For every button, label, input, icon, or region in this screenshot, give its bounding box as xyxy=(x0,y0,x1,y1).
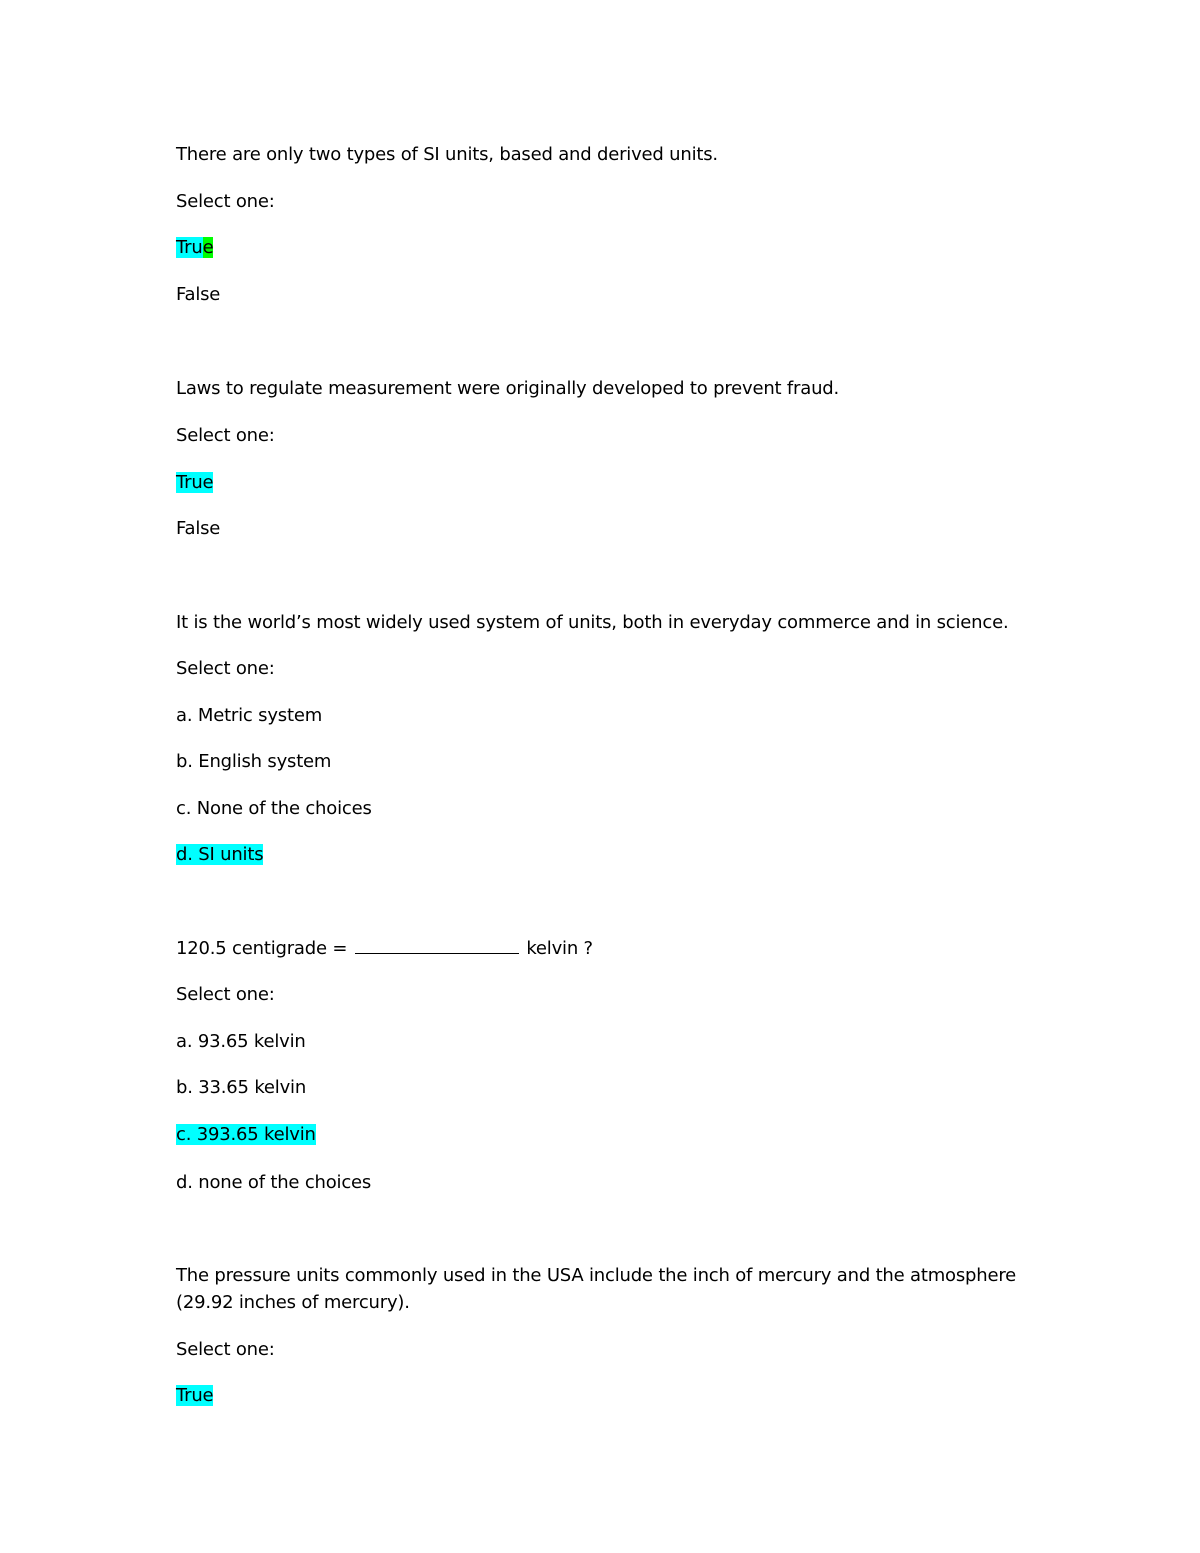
question-2-prompt: Laws to regulate measurement were originally developed to prevent fraud. xyxy=(176,378,840,399)
question-3-option-d xyxy=(176,842,263,868)
answer-highlight: Tru xyxy=(176,237,203,258)
question-4-prompt xyxy=(176,936,593,962)
question-4-prompt-end: kelvin ? xyxy=(526,938,593,959)
answer-blank xyxy=(355,937,519,954)
answer-highlight: True xyxy=(176,472,214,493)
question-2-answer xyxy=(176,470,213,496)
question-1-answer xyxy=(176,235,213,261)
question-1-option-false: False xyxy=(176,284,221,305)
answer-highlight: d. SI units xyxy=(176,844,264,865)
question-4-instruction: Select one: xyxy=(176,984,275,1005)
question-1-prompt: There are only two types of SI units, based and derived units. xyxy=(176,144,718,165)
question-3-prompt: It is the world’s most widely used system of units, both in everyday commerce and in science. xyxy=(176,612,1009,633)
question-1-instruction: Select one: xyxy=(176,191,275,212)
answer-highlight: c. 393.65 kelvin xyxy=(176,1124,316,1145)
question-5-instruction: Select one: xyxy=(176,1339,275,1360)
question-5-prompt-line-1: The pressure units commonly used in the USA include the inch of mercury and the atmosphere xyxy=(176,1265,1017,1286)
question-4-prompt-start: 120.5 centigrade = xyxy=(176,938,348,959)
question-3-option-b: b. English system xyxy=(176,751,332,772)
question-2-instruction: Select one: xyxy=(176,425,275,446)
question-5-prompt-line-2: (29.92 inches of mercury). xyxy=(176,1292,410,1313)
question-3-option-c: c. None of the choices xyxy=(176,798,372,819)
question-4-option-d: d. none of the choices xyxy=(176,1172,372,1193)
answer-highlight-tail: e xyxy=(202,237,214,258)
answer-highlight: True xyxy=(176,1385,214,1406)
question-3-option-a: a. Metric system xyxy=(176,705,323,726)
question-4-option-a: a. 93.65 kelvin xyxy=(176,1031,306,1052)
question-3-instruction: Select one: xyxy=(176,658,275,679)
question-4-option-c xyxy=(176,1122,316,1148)
question-5-answer xyxy=(176,1383,213,1409)
question-2-option-false: False xyxy=(176,518,221,539)
question-4-option-b: b. 33.65 kelvin xyxy=(176,1077,307,1098)
